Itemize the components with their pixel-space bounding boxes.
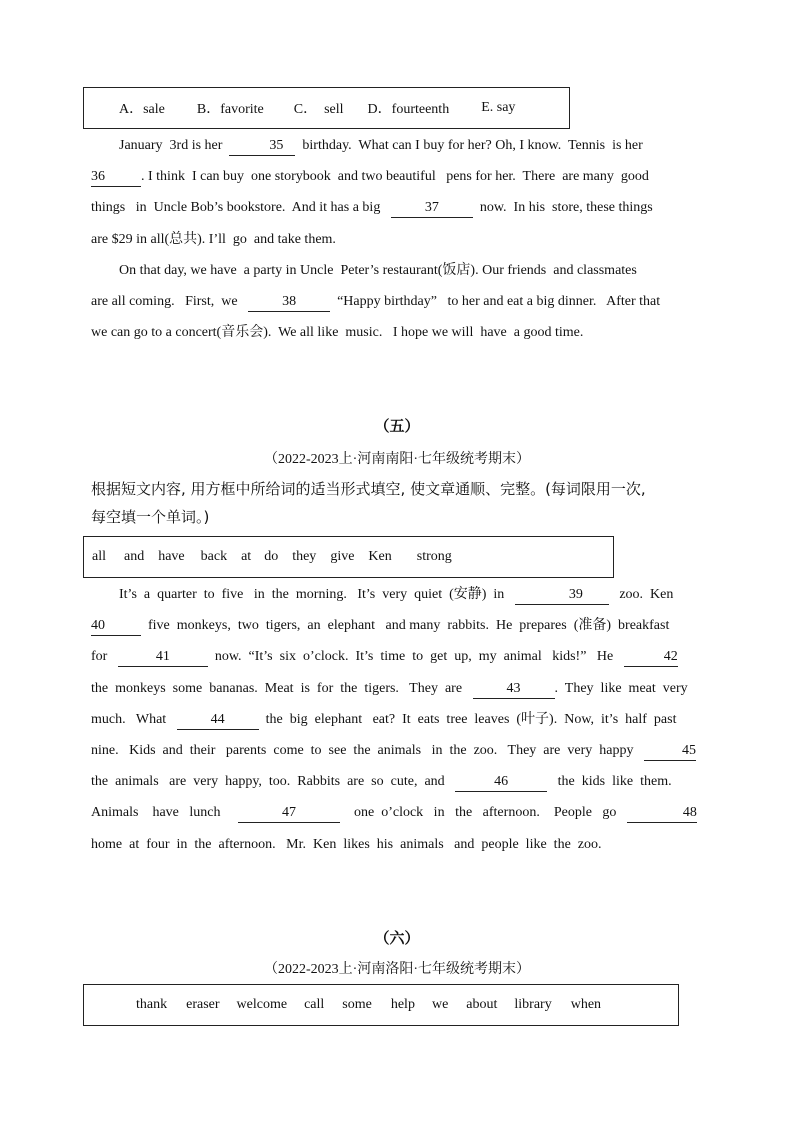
word-bank-item: Ken (368, 549, 392, 564)
passage-text: the animals are very happy, too. Rabbits are so cute, and (91, 774, 456, 790)
passage-text: Animals have lunch (91, 805, 238, 821)
word-bank-item: they (292, 549, 317, 564)
passage-line (91, 579, 702, 610)
passage-text: for (91, 649, 118, 665)
answer-blank-46[interactable]: 46 (455, 774, 547, 792)
passage-text: are all coming. First, we (91, 293, 249, 309)
option-d: D．fourteenth (367, 102, 450, 117)
word-bank-item: help (390, 997, 415, 1012)
word-bank-item: about (466, 997, 498, 1012)
passage-text: . They like meat very (554, 680, 688, 696)
passage-text: zoo. Ken (608, 587, 674, 602)
option-a: A．sale (119, 102, 165, 117)
word-bank-item: library (514, 997, 552, 1012)
word-bank-box-5 (83, 536, 614, 578)
word-bank-item: thank (136, 997, 168, 1012)
passage-line (91, 224, 702, 255)
passage-text: home at four in the afternoon. Mr. Ken likes his animals and people like the zoo. (91, 836, 602, 852)
word-options-box-4 (83, 87, 570, 129)
word-bank-item: give (330, 549, 355, 564)
word-bank-item: some (342, 997, 372, 1012)
passage-line (91, 673, 702, 704)
answer-blank-42[interactable]: 42 (624, 649, 678, 667)
word-bank-item: welcome (236, 997, 288, 1012)
word-bank-item: all (92, 549, 106, 564)
passage-text: we can go to a concert(音乐会). We all like music. I hope we will have a good time. (91, 325, 584, 341)
section-5-instruction (91, 475, 711, 531)
answer-blank-39[interactable]: 39 (515, 587, 609, 605)
passage-text: It’s a quarter to five in the morning. It’s very quiet (安静) in (119, 587, 515, 602)
passage-line (91, 192, 702, 223)
passage-line (91, 255, 702, 286)
word-bank-item: when (570, 997, 602, 1012)
passage-line (91, 286, 702, 317)
passage-text: much. What (91, 711, 177, 727)
passage-line (91, 130, 702, 161)
answer-blank-44[interactable]: 44 (177, 712, 259, 730)
passage-line (91, 797, 702, 828)
passage-text: now. “It’s six o’clock. It’s time to get up, my animal kids!” He (207, 649, 624, 665)
passage-text: January 3rd is her (119, 138, 230, 153)
section-6-source: （2022-2023上·河南洛阳·七年级统考期末） (264, 962, 530, 977)
instruction-line-1: 根据短文内容, 用方框中所给词的适当形式填空, 使文章通顺、完整。(每词限用一次, (91, 480, 646, 498)
word-bank-item: do (264, 549, 279, 564)
word-bank-item: eraser (186, 997, 220, 1012)
word-bank-item: have (158, 549, 185, 564)
option-b: B．favorite (196, 102, 264, 117)
answer-blank-48[interactable]: 48 (627, 805, 697, 823)
passage-text: birthday. What can I buy for her? Oh, I know. Tennis is her (295, 138, 643, 153)
section-5-title: （五） (374, 419, 420, 435)
word-bank-item: strong (416, 549, 452, 564)
passage-text: nine. Kids and their parents come to see the animals in the zoo. They are very happy (91, 742, 644, 758)
passage-text: now. In his store, these things (472, 200, 653, 216)
passage-text: five monkeys, two tigers, an elephant and many rabbits. He prepares (准备) breakfast (141, 618, 670, 634)
passage-line (91, 735, 702, 766)
section-5-source: （2022-2023上·河南南阳·七年级统考期末） (264, 452, 530, 467)
answer-blank-41[interactable]: 41 (118, 649, 208, 667)
answer-blank-47[interactable]: 47 (238, 805, 340, 823)
passage-text: . I think I can buy one storybook and two beautiful pens for her. There are many good (141, 169, 649, 185)
answer-blank-45[interactable]: 45 (644, 743, 696, 761)
word-bank-item: call (304, 997, 325, 1012)
section-6-title: （六） (374, 931, 420, 947)
passage-text: one o’clock in the afternoon. People go (339, 805, 627, 821)
passage-text: the big elephant eat? It eats tree leaves (叶子). Now, it’s half past (258, 711, 677, 727)
passage-4 (91, 130, 702, 348)
passage-text: things in Uncle Bob’s bookstore. And it has a big (91, 200, 391, 216)
option-e: E. say (481, 100, 516, 115)
word-bank-item: back (200, 549, 228, 564)
word-bank-item: we (431, 997, 449, 1012)
word-bank-box-6 (83, 984, 679, 1026)
option-c: C． sell (293, 102, 344, 117)
passage-5 (91, 579, 702, 860)
word-bank-item: at (241, 549, 252, 564)
passage-text: the kids like them. (547, 774, 672, 790)
answer-blank-38[interactable]: 38 (248, 294, 330, 312)
passage-line (91, 704, 702, 735)
instruction-line-2: 每空填一个单词。) (91, 508, 210, 526)
word-bank-item: and (124, 549, 145, 564)
answer-blank-43[interactable]: 43 (473, 681, 555, 699)
passage-line (91, 610, 702, 641)
answer-blank-37[interactable]: 37 (391, 200, 473, 218)
answer-blank-36[interactable]: 36 (91, 169, 141, 187)
passage-line (91, 317, 702, 348)
passage-line (91, 829, 702, 860)
passage-text: “Happy birthday” to her and eat a big dinner. After that (330, 293, 661, 309)
passage-line (91, 161, 702, 192)
passage-text: On that day, we have a party in Uncle Peter’s restaurant(饭店). Our friends and classmates (119, 262, 637, 278)
answer-blank-35[interactable]: 35 (229, 138, 295, 156)
passage-line (91, 641, 702, 672)
passage-line (91, 766, 702, 797)
passage-text: are $29 in all(总共). I’ll go and take them. (91, 231, 336, 247)
passage-text: the monkeys some bananas. Meat is for the tigers. They are (91, 680, 473, 696)
answer-blank-40[interactable]: 40 (91, 618, 141, 636)
